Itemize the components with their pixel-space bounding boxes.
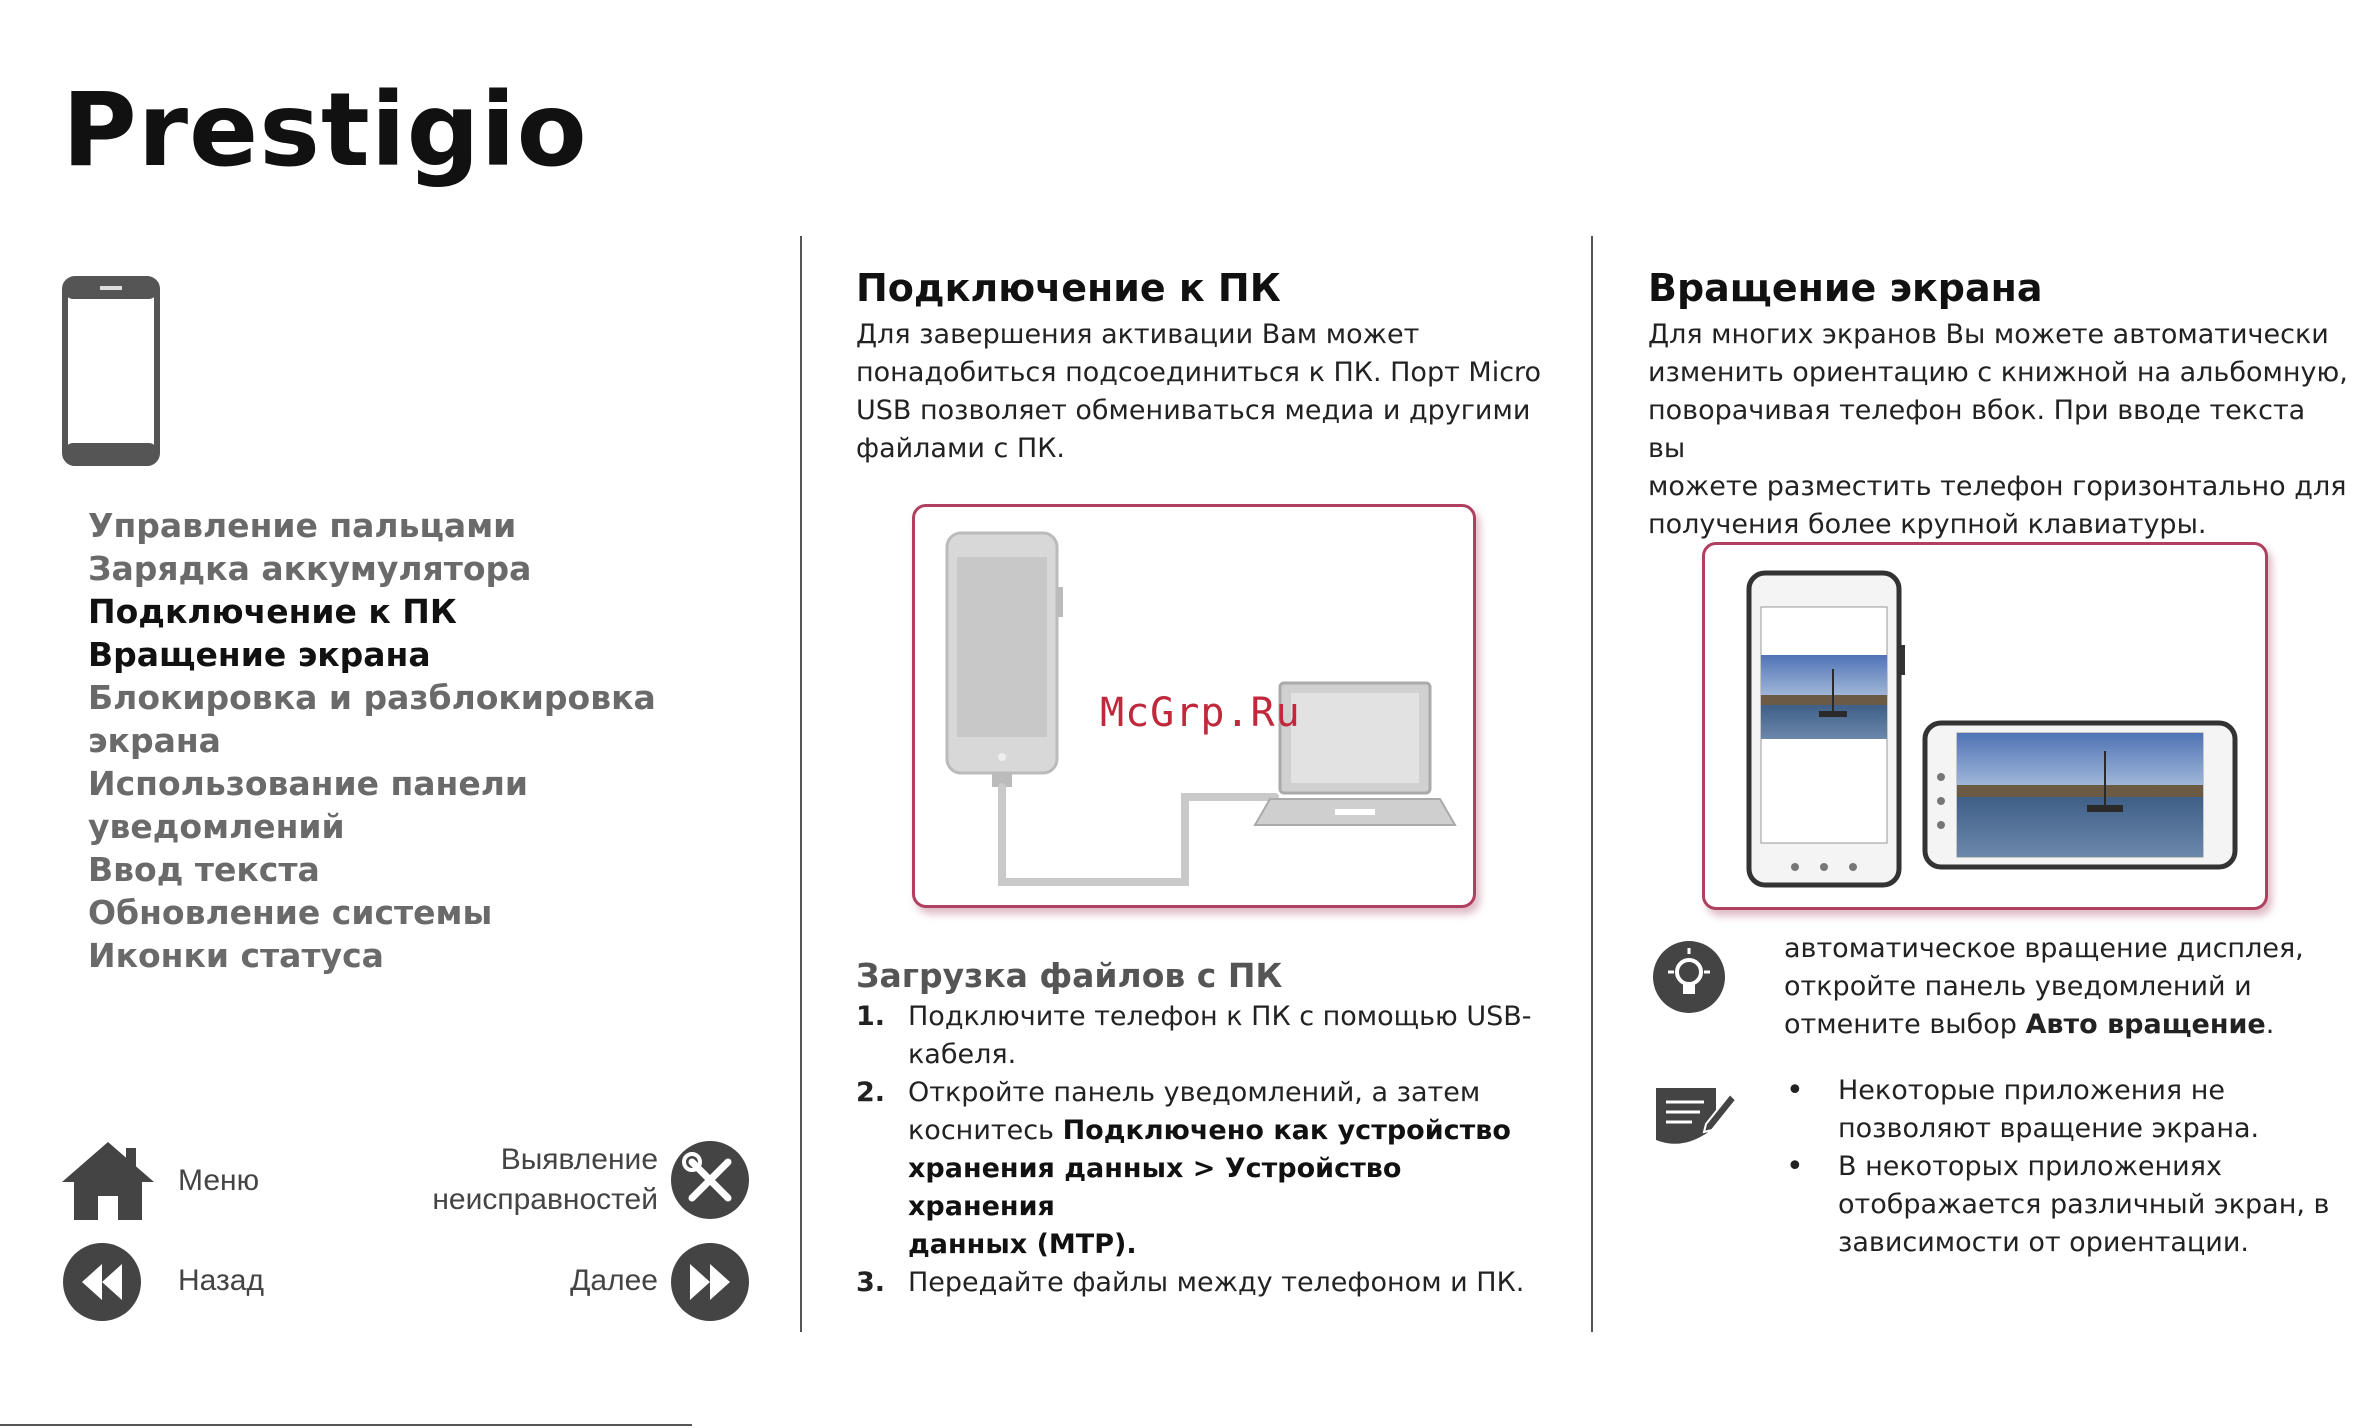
back-label: Назад — [178, 1264, 264, 1297]
pc-section-title: Подключение к ПК — [856, 266, 1281, 310]
rotation-section-title: Вращение экрана — [1648, 266, 2043, 310]
rotation-notes-list — [1786, 1072, 2346, 1262]
note-pencil-icon — [1652, 1080, 1736, 1154]
upload-steps-list — [856, 998, 1556, 1302]
troubleshoot-label-line2: неисправностей — [432, 1183, 658, 1216]
rotation-tip-text: автоматическое вращение дисплея, откройте панель уведомлений и отмените выбор Авто вращение. — [1784, 933, 2304, 1040]
column-divider-left — [800, 236, 802, 1332]
upload-step-2: 2. Откройте панель уведомлений, а затем коснитесь Подключено как устройство хранения данных > Устройство хранения данных (MTP). — [856, 1077, 1511, 1260]
column-divider-right — [1591, 236, 1593, 1332]
upload-step-3: 3. Передайте файлы между телефоном и ПК. — [856, 1267, 1525, 1298]
phones-portrait-landscape-drawing — [1705, 545, 2265, 907]
upload-files-title: Загрузка файлов с ПК — [856, 956, 1283, 995]
toc-item-text-input[interactable]: Ввод текста — [88, 850, 320, 889]
table-of-contents — [88, 504, 788, 977]
watermark: McGrp.Ru — [1100, 690, 1301, 736]
rotation-note-1: • Некоторые приложения не позволяют вращение экрана. — [1786, 1072, 2346, 1148]
troubleshoot-label-line1: Выявление — [500, 1143, 658, 1176]
rewind-icon — [62, 1242, 142, 1322]
lightbulb-tip-icon — [1652, 940, 1726, 1014]
rotation-illustration — [1702, 542, 2268, 910]
fast-forward-icon — [670, 1242, 750, 1322]
toc-item-battery-charging[interactable]: Зарядка аккумулятора — [88, 549, 532, 588]
next-label: Далее — [570, 1264, 658, 1297]
toc-item-status-icons[interactable]: Иконки статуса — [88, 936, 384, 975]
bottom-rule — [0, 1424, 692, 1426]
toc-item-finger-control[interactable]: Управление пальцами — [88, 506, 517, 545]
next-button[interactable] — [540, 1242, 750, 1322]
phone-icon — [62, 276, 160, 466]
rotation-note-2: • В некоторых приложениях отображается различный экран, в зависимости от ориентации. — [1786, 1148, 2346, 1262]
toc-item-pc-connection[interactable]: Подключение к ПК — [88, 592, 457, 631]
upload-step-1: 1. Подключите телефон к ПК с помощью USB- кабеля. — [856, 1001, 1532, 1070]
home-icon — [60, 1140, 156, 1222]
toc-item-screen-rotation[interactable]: Вращение экрана — [88, 635, 431, 674]
rotation-intro: Для многих экранов Вы можете автоматически изменить ориентацию с книжной на альбомную, поворачивая телефон вбок. При вводе текста вы можете разместить телефон горизонтально для получения более крупной клавиатуры. — [1648, 319, 2348, 540]
tools-icon — [670, 1140, 750, 1220]
menu-label: Меню — [178, 1164, 260, 1197]
toc-item-system-update[interactable]: Обновление системы — [88, 893, 493, 932]
back-button[interactable] — [62, 1242, 282, 1322]
toc-item-screen-lock[interactable]: Блокировка и разблокировка экрана — [88, 678, 656, 760]
menu-button[interactable] — [60, 1140, 260, 1220]
troubleshoot-button[interactable] — [420, 1140, 750, 1230]
pc-intro: Для завершения активации Вам может понадобиться подсоединиться к ПК. Порт Micro USB позволяет обмениваться медиа и другими файлами с ПК. — [856, 319, 1542, 464]
toc-item-notification-panel[interactable]: Использование панели уведомлений — [88, 764, 529, 846]
prestigio-logo: Prestigio — [62, 71, 588, 190]
